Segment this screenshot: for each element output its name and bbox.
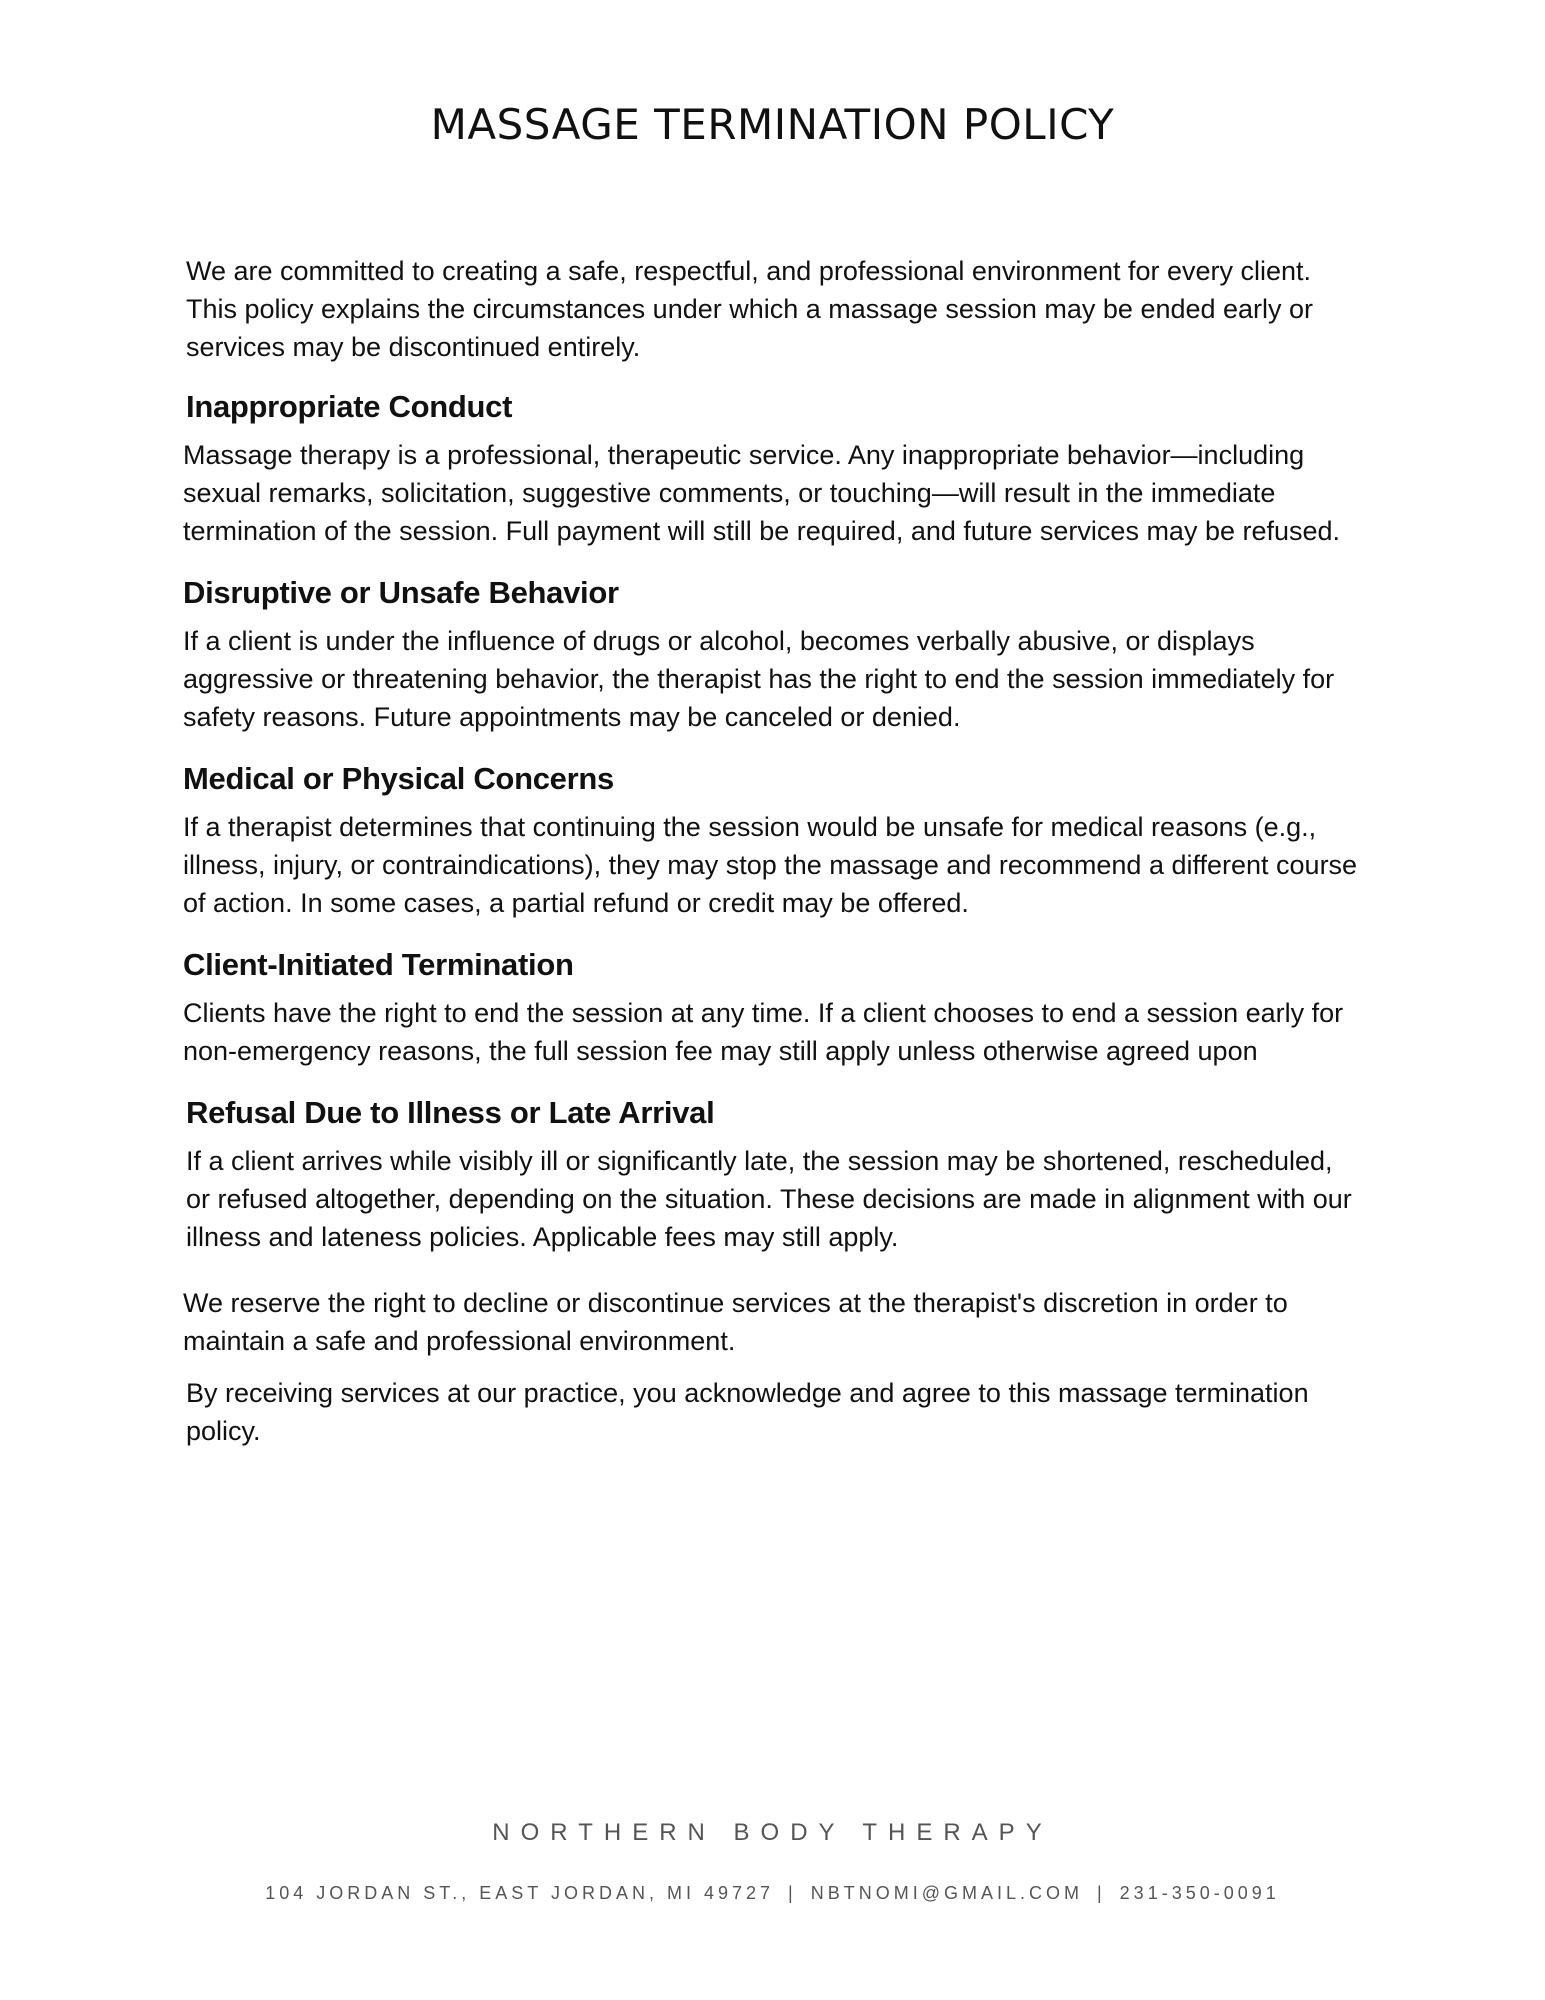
section-body: If a client arrives while visibly ill or significantly late, the session may be shortened, rescheduled, or refused altogether, depending on the situation. These decisions are made in alignment with our illness and lateness policies. Applicable fees may still apply. (186, 1146, 1352, 1252)
section-heading: Disruptive or Unsafe Behavior (183, 575, 619, 610)
footer-phone[interactable]: 231-350-0091 (1119, 1883, 1280, 1903)
section-heading: Refusal Due to Illness or Late Arrival (186, 1095, 715, 1130)
section-medical-concerns (183, 758, 1363, 922)
section-heading: Client-Initiated Termination (183, 947, 574, 982)
footer-business-name: NORTHERN BODY THERAPY (492, 1819, 1053, 1846)
section-client-initiated (183, 944, 1363, 1070)
footer-address: 104 JORDAN ST., EAST JORDAN, MI 49727 (265, 1883, 775, 1903)
section-disruptive-behavior (183, 572, 1363, 736)
page-title: MASSAGE TERMINATION POLICY (430, 100, 1115, 149)
policy-body (183, 252, 1363, 1450)
section-body: Clients have the right to end the session at any time. If a client chooses to end a session early for non-emergency reasons, the full session fee may still apply unless otherwise agreed upon (183, 998, 1344, 1066)
section-heading: Medical or Physical Concerns (183, 761, 614, 796)
section-body: If a therapist determines that continuing the session would be unsafe for medical reasons (e.g., illness, injury, or contraindications), they may stop the massage and recommend a different course of action. In some cases, a partial refund or credit may be offered. (183, 812, 1358, 918)
closing-paragraph: We reserve the right to decline or discontinue services at the therapist's discretion in order to maintain a safe and professional environment. (183, 1288, 1288, 1356)
footer-contact-line (0, 1874, 1545, 1912)
section-body: Massage therapy is a professional, therapeutic service. Any inappropriate behavior—including sexual remarks, solicitation, suggestive comments, or touching—will result in the immediate termination of the session. Full payment will still be required, and future services may be refused. (183, 440, 1341, 546)
section-heading: Inappropriate Conduct (186, 389, 513, 424)
footer-separator: | (1096, 1883, 1106, 1903)
section-inappropriate-conduct (183, 386, 1363, 550)
section-body: If a client is under the influence of drugs or alcohol, becomes verbally abusive, or displays aggressive or threatening behavior, the therapist has the right to end the session immediately for safety reasons. Future appointments may be canceled or denied. (183, 626, 1335, 732)
footer-separator: | (788, 1883, 797, 1903)
footer-email[interactable]: NBTNOMI@GMAIL.COM (810, 1883, 1083, 1903)
acknowledgement-paragraph: By receiving services at our practice, you acknowledge and agree to this massage termination policy. (186, 1378, 1309, 1446)
section-illness-late-arrival (183, 1092, 1363, 1256)
intro-paragraph: We are committed to creating a safe, respectful, and professional environment for every client. This policy explains the circumstances under which a massage session may be ended early or services may be discontinued entirely. (186, 256, 1314, 362)
